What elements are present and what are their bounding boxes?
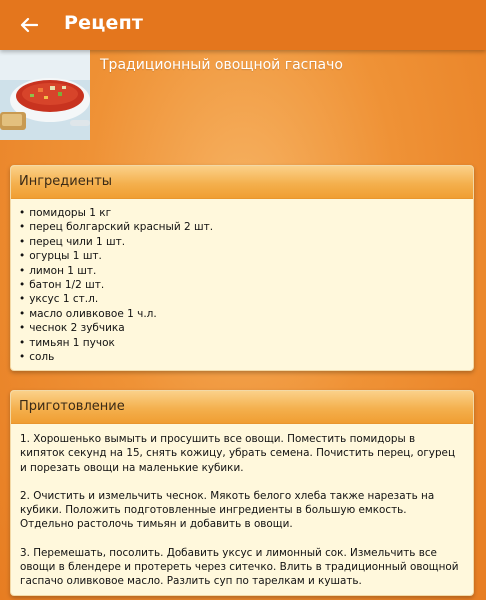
app-bar [0,0,486,50]
step-text: 2. Очистить и измельчить чеснок. Мякоть белого хлеба также нарезать на кубики. Положить подготовленные ингредиенты в большую емкость. Отдельно растолочь тимьян и добавить в овощи. [20,489,435,531]
step-text: 1. Хорошенько вымыть и просушить все овощи. Поместить помидоры в кипяток секунд на 15, снять кожицу, убрать семена. Почистить перец, огурец и порезать овощи на маленькие кубики. [20,433,456,474]
list-item: • помидоры 1 кг [19,206,473,220]
preparation-heading: Приготовление [11,391,473,424]
recipe-title: Традиционный овощной гаспачо [100,57,343,73]
list-item: • масло оливковое 1 ч.л. [19,307,473,321]
recipe-image [0,50,90,140]
list-item: • тимьян 1 пучок [19,336,473,350]
list-item: • лимон 1 шт. [19,264,473,278]
list-item: • соль [19,350,473,364]
list-item: • уксус 1 ст.л. [19,292,473,306]
list-item: • перец болгарский красный 2 шт. [19,220,473,234]
list-item: • перец чили 1 шт. [19,235,473,249]
preparation-steps [11,424,473,589]
list-item: • огурцы 1 шт. [19,249,473,263]
ingredients-card [10,165,474,371]
preparation-card [10,390,474,596]
ingredients-heading: Ингредиенты [11,166,473,199]
step-text: 3. Перемешать, посолить. Добавить уксус и лимонный сок. Измельчить все овощи в блендере и протереть через ситечко. Влить в традиционный овощной гаспачо оливковое масло. Разлить суп по тарелкам и кушать. [20,546,459,588]
page-title: Рецепт [64,12,144,34]
list-item: • чеснок 2 зубчика [19,321,473,335]
arrow-left-icon [20,17,38,33]
ingredients-list [11,199,473,364]
list-item: • батон 1/2 шт. [19,278,473,292]
back-button[interactable] [14,10,44,40]
